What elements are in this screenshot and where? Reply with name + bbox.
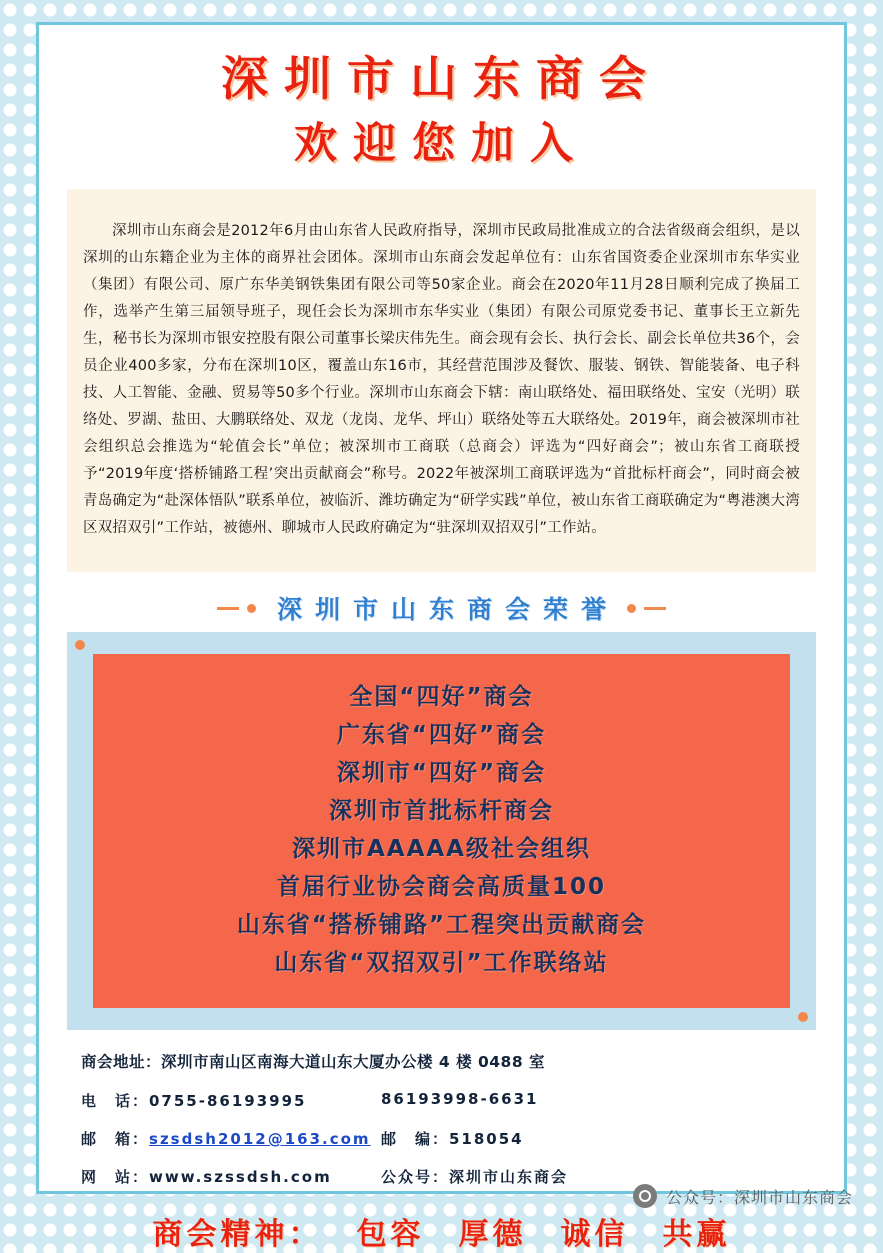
watermark-text: 公众号：深圳市山东商会 xyxy=(665,1187,853,1207)
contact-wechat: 公众号：深圳市山东商会 xyxy=(381,1168,569,1186)
list-item: 广东省“四好”商会 xyxy=(336,722,547,748)
dot-right-icon xyxy=(627,604,636,613)
watermark xyxy=(633,1184,853,1208)
list-item: 山东省“双招双引”工作联络站 xyxy=(274,950,609,976)
page-subtitle: 欢迎您加入 xyxy=(294,119,589,169)
dash-left-icon xyxy=(217,607,239,610)
spirit-line xyxy=(39,1209,844,1253)
list-item: 山东省“搭桥铺路”工程突出贡献商会 xyxy=(236,912,647,938)
page-title: 深圳市山东商会 xyxy=(221,52,662,107)
poster-title-block xyxy=(39,25,844,173)
contact-email-label: 邮 箱： xyxy=(81,1130,150,1148)
contact-row-phone xyxy=(81,1090,816,1111)
intro-section xyxy=(67,189,816,572)
list-item: 深圳市AAAAA级社会组织 xyxy=(291,836,591,862)
honor-heading: 深圳市山东商会荣誉 xyxy=(276,595,619,624)
poster-card xyxy=(36,22,847,1252)
spirit-word: 诚信 xyxy=(560,1217,629,1252)
spirit-word: 共赢 xyxy=(662,1217,731,1252)
contact-section xyxy=(81,1050,816,1187)
spirit-label: 商会精神： xyxy=(152,1217,323,1252)
contact-website: 网 站：www.szssdsh.com xyxy=(81,1168,332,1186)
contact-address: 商会地址：深圳市南山区南海大道山东大厦办公楼 4 楼 0488 室 xyxy=(81,1053,546,1071)
spirit-word: 包容 xyxy=(356,1217,425,1252)
honor-heading-row xyxy=(67,586,816,632)
list-item: 首届行业协会商会高质量100 xyxy=(276,874,606,900)
contact-postcode: 邮 编：518054 xyxy=(381,1130,524,1148)
wechat-official-account-icon xyxy=(633,1184,657,1208)
honor-list xyxy=(93,654,790,1008)
contact-row-email xyxy=(81,1128,816,1149)
intro-paragraph: 深圳市山东商会是2012年6月由山东省人民政府指导，深圳市民政局批准成立的合法省级商会组织，是以深圳的山东籍企业为主体的商界社会团体。深圳市山东商会发起单位有：山东省国资委企业深圳市东华实业（集团）有限公司、原广东华美钢铁集团有限公司等50家企业。商会在2020年11月28日顺利完成了换届工作，选举产生第三届领导班子，现任会长为深圳市东华实业（集团）有限公司原党委书记、董事长王立新先生，秘书长为深圳市银安控股有限公司董事长梁庆伟先生。商会现有会长、执行会长、副会长单位共36个，会员企业400多家，分布在深圳10区，覆盖山东16市，其经营范围涉及餐饮、服装、钢铁、智能装备、电子科技、人工智能、金融、贸易等50多个行业。深圳市山东商会下辖：南山联络处、福田联络处、宝安（光明）联络处、罗湖、盐田、大鹏联络处、双龙（龙岗、龙华、坪山）联络处等五大联络处。2019年，商会被深圳市社会组织总会推选为“轮值会长”单位；被深圳市工商联（总商会）评选为“四好商会”；被山东省工商联授予“2019年度‘搭桥铺路工程’突出贡献商会”称号。2022年被深圳工商联评选为“首批标杆商会”，同时商会被青岛确定为“赴深体悟队”联系单位，被临沂、潍坊确定为“研学实践”单位，被山东省工商联确定为“粤港澳大湾区双招双引”工作站，被德州、聊城市人民政府确定为“驻深圳双招双引”工作站。 xyxy=(83,222,800,536)
honor-section xyxy=(67,586,816,1030)
list-item: 深圳市“四好”商会 xyxy=(336,760,547,786)
dot-left-icon xyxy=(247,604,256,613)
list-item: 全国“四好”商会 xyxy=(349,684,534,710)
contact-email xyxy=(81,1128,381,1149)
dash-right-icon xyxy=(644,607,666,610)
contact-email-link[interactable]: szsdsh2012@163.com xyxy=(149,1130,371,1148)
spirit-word: 厚德 xyxy=(458,1217,527,1252)
list-item: 深圳市首批标杆商会 xyxy=(329,798,554,824)
honor-panel xyxy=(67,632,816,1030)
contact-phone: 电 话：0755-86193995 xyxy=(81,1092,307,1110)
contact-phone-ext: 86193998-6631 xyxy=(381,1090,539,1108)
